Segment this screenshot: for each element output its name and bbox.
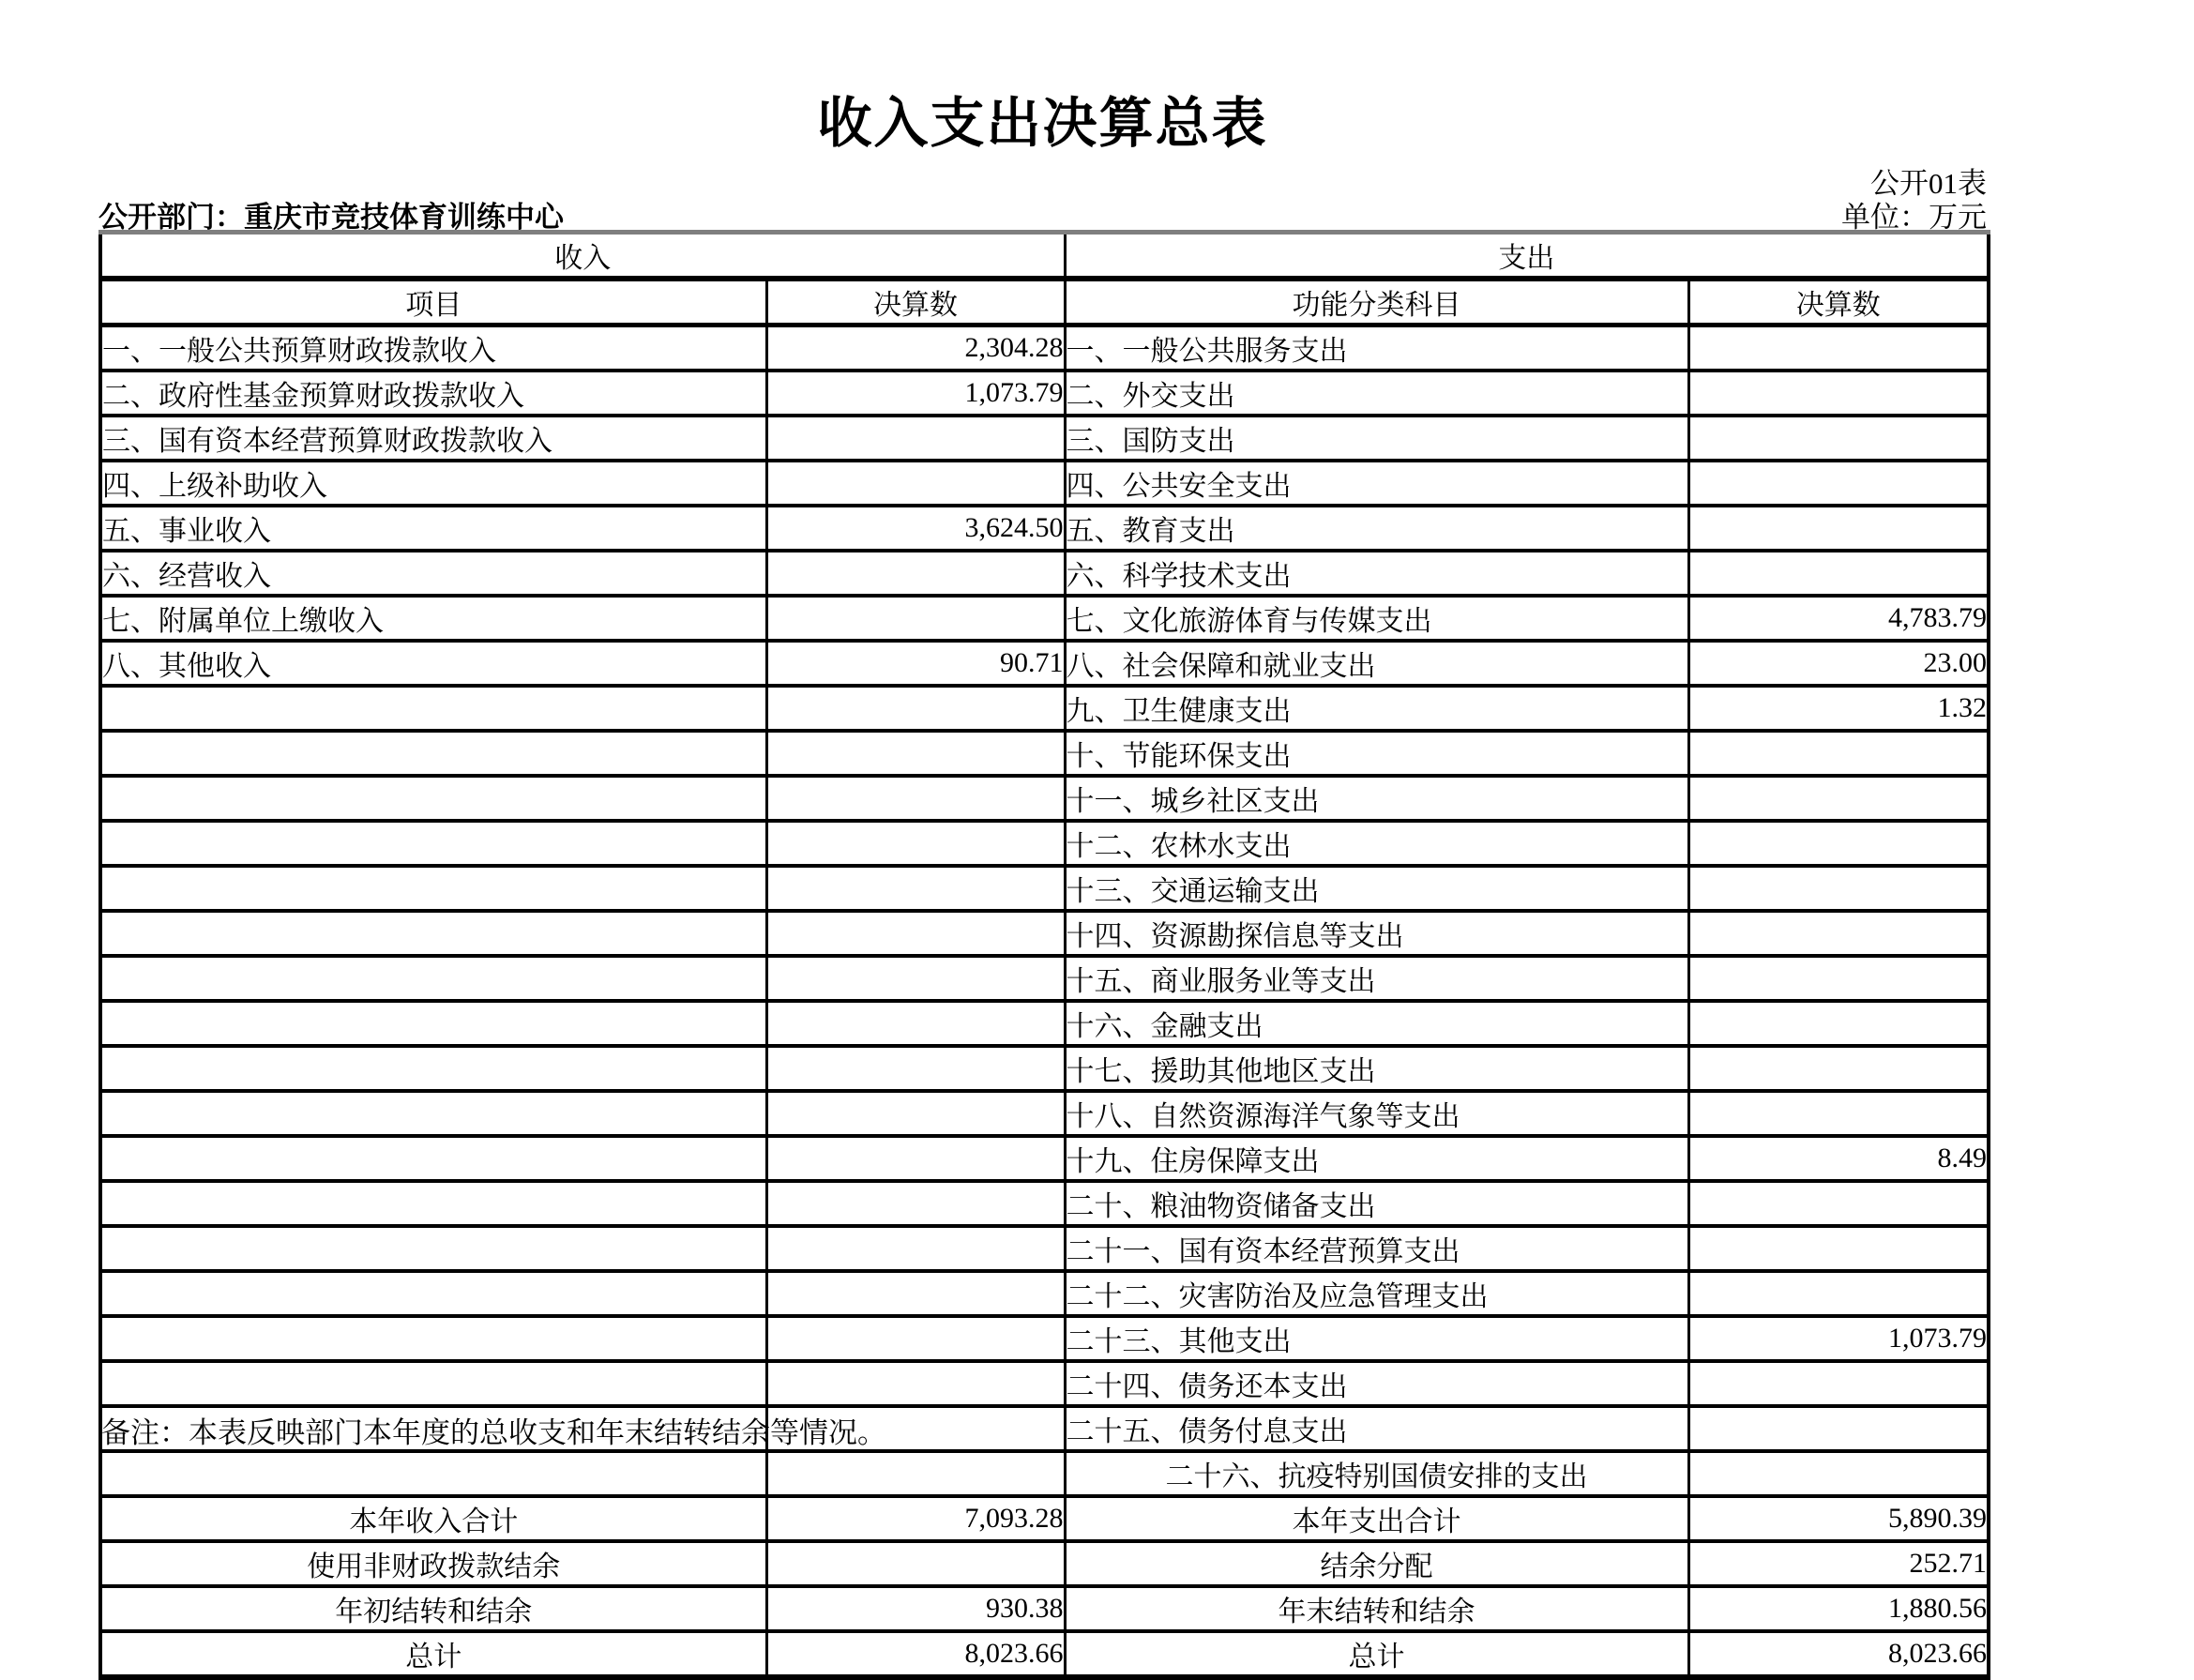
income-item-cell: [100, 1181, 766, 1226]
income-amount-cell: [766, 866, 1065, 911]
expense-item-cell: 九、卫生健康支出: [1065, 686, 1688, 731]
income-amount-cell: [766, 1046, 1065, 1091]
expense-item-cell: 一、一般公共服务支出: [1065, 325, 1688, 371]
summary-row: [100, 1496, 1989, 1541]
income-summary-label-cell: 总计: [100, 1631, 766, 1677]
expense-amount-cell: [1688, 1361, 1989, 1406]
income-amount-header: 决算数: [766, 279, 1065, 325]
expense-amount-cell: [1688, 866, 1989, 911]
income-amount-cell: [766, 1136, 1065, 1181]
expense-summary-label-cell: 总计: [1065, 1631, 1688, 1677]
expense-amount-cell: [1688, 1406, 1989, 1451]
expense-amount-cell: 1,073.79: [1688, 1316, 1989, 1361]
expense-item-cell: 三、国防支出: [1065, 416, 1688, 461]
income-amount-cell: [766, 911, 1065, 956]
income-item-cell: [100, 776, 766, 821]
unit-label: 单位：万元: [1841, 201, 1987, 234]
income-item-cell: [100, 1091, 766, 1136]
income-item-cell: [100, 821, 766, 866]
expense-summary-label-cell: 本年支出合计: [1065, 1496, 1688, 1541]
table-code-label: 公开01表: [1870, 167, 1987, 200]
income-item-cell: [100, 1361, 766, 1406]
expense-amount-cell: [1688, 911, 1989, 956]
expense-amount-cell: [1688, 731, 1989, 776]
page-title: 收入支出决算总表: [817, 93, 1268, 154]
table-row: [100, 686, 1989, 731]
expense-amount-cell: 8.49: [1688, 1136, 1989, 1181]
income-item-cell: [100, 1271, 766, 1316]
income-item-header: 项目: [100, 279, 766, 325]
table-row: [100, 821, 1989, 866]
income-item-cell: [100, 911, 766, 956]
income-amount-cell: [766, 821, 1065, 866]
table-row: [100, 596, 1989, 641]
expense-item-cell: 十五、商业服务业等支出: [1065, 956, 1688, 1001]
income-item-cell: [100, 1451, 766, 1496]
expense-item-cell: 十七、援助其他地区支出: [1065, 1046, 1688, 1091]
expense-summary-label-cell: 结余分配: [1065, 1541, 1688, 1586]
income-item-cell: 八、其他收入: [100, 641, 766, 686]
income-item-cell: [100, 1046, 766, 1091]
income-item-cell: 四、上级补助收入: [100, 461, 766, 506]
expense-amount-cell: [1688, 956, 1989, 1001]
summary-row: [100, 1586, 1989, 1631]
income-amount-cell: [766, 416, 1065, 461]
expense-item-cell: 二、外交支出: [1065, 371, 1688, 416]
column-header-row: [100, 279, 1989, 325]
summary-row: [100, 1541, 1989, 1586]
table-row: [100, 506, 1989, 551]
expense-item-cell: 十二、农林水支出: [1065, 821, 1688, 866]
expense-amount-cell: [1688, 1451, 1989, 1496]
income-amount-cell: [766, 1091, 1065, 1136]
income-amount-cell: 2,304.28: [766, 325, 1065, 371]
expense-amount-cell: [1688, 821, 1989, 866]
income-amount-cell: [766, 731, 1065, 776]
expense-item-cell: 十八、自然资源海洋气象等支出: [1065, 1091, 1688, 1136]
expense-section-header: 支出: [1065, 233, 1989, 280]
income-amount-cell: 90.71: [766, 641, 1065, 686]
income-amount-cell: [766, 1226, 1065, 1271]
expense-item-cell: 六、科学技术支出: [1065, 551, 1688, 596]
table-row: [100, 461, 1989, 506]
section-header-row: [100, 233, 1989, 280]
expense-item-cell: 十四、资源勘探信息等支出: [1065, 911, 1688, 956]
expense-item-header: 功能分类科目: [1065, 279, 1688, 325]
expense-item-cell: 二十、粮油物资储备支出: [1065, 1181, 1688, 1226]
income-item-cell: [100, 956, 766, 1001]
expense-item-cell: 二十五、债务付息支出: [1065, 1406, 1688, 1451]
expense-item-cell: 二十一、国有资本经营预算支出: [1065, 1226, 1688, 1271]
table-row: [100, 1046, 1989, 1091]
income-summary-amount-cell: 930.38: [766, 1586, 1065, 1631]
table-row: [100, 1451, 1989, 1496]
expense-item-cell: 十三、交通运输支出: [1065, 866, 1688, 911]
department-label: 公开部门：重庆市竞技体育训练中心: [98, 201, 564, 234]
expense-amount-cell: [1688, 551, 1989, 596]
table-row: [100, 1001, 1989, 1046]
table-row: [100, 416, 1989, 461]
income-item-cell: 一、一般公共预算财政拨款收入: [100, 325, 766, 371]
expense-item-cell: 五、教育支出: [1065, 506, 1688, 551]
income-amount-cell: [766, 1316, 1065, 1361]
summary-row: [100, 1631, 1989, 1677]
table-row: [100, 1136, 1989, 1181]
income-summary-amount-cell: 8,023.66: [766, 1631, 1065, 1677]
expense-item-cell: 十、节能环保支出: [1065, 731, 1688, 776]
expense-amount-cell: [1688, 1271, 1989, 1316]
expense-amount-cell: [1688, 1226, 1989, 1271]
table-row: [100, 1226, 1989, 1271]
income-item-cell: [100, 1316, 766, 1361]
table-row: [100, 641, 1989, 686]
table-row: [100, 1316, 1989, 1361]
expense-amount-cell: 4,783.79: [1688, 596, 1989, 641]
income-item-cell: 六、经营收入: [100, 551, 766, 596]
expense-summary-amount-cell: 1,880.56: [1688, 1586, 1989, 1631]
table-row: [100, 866, 1989, 911]
expense-amount-cell: [1688, 371, 1989, 416]
income-amount-cell: [766, 776, 1065, 821]
expense-summary-label-cell: 年末结转和结余: [1065, 1586, 1688, 1631]
expense-item-cell: 十九、住房保障支出: [1065, 1136, 1688, 1181]
table-row: [100, 1091, 1989, 1136]
expense-item-cell: 二十六、抗疫特别国债安排的支出: [1065, 1451, 1688, 1496]
expense-amount-cell: [1688, 1181, 1989, 1226]
expense-item-cell: 十六、金融支出: [1065, 1001, 1688, 1046]
expense-item-cell: 二十三、其他支出: [1065, 1316, 1688, 1361]
table-row: [100, 731, 1989, 776]
expense-amount-cell: [1688, 416, 1989, 461]
expense-amount-cell: [1688, 506, 1989, 551]
expense-amount-cell: [1688, 1091, 1989, 1136]
income-summary-amount-cell: 7,093.28: [766, 1496, 1065, 1541]
income-item-cell: [100, 866, 766, 911]
expense-summary-amount-cell: 8,023.66: [1688, 1631, 1989, 1677]
income-summary-amount-cell: [766, 1541, 1065, 1586]
expense-amount-cell: [1688, 1046, 1989, 1091]
expense-item-cell: 二十二、灾害防治及应急管理支出: [1065, 1271, 1688, 1316]
income-section-header: 收入: [100, 233, 1065, 280]
income-item-cell: 七、附属单位上缴收入: [100, 596, 766, 641]
expense-amount-header: 决算数: [1688, 279, 1989, 325]
income-item-cell: 二、政府性基金预算财政拨款收入: [100, 371, 766, 416]
income-amount-cell: [766, 1001, 1065, 1046]
income-item-cell: [100, 686, 766, 731]
income-amount-cell: 1,073.79: [766, 371, 1065, 416]
income-summary-label-cell: 使用非财政拨款结余: [100, 1541, 766, 1586]
table-row: [100, 325, 1989, 371]
budget-summary-table: [98, 230, 1990, 1680]
expense-item-cell: 四、公共安全支出: [1065, 461, 1688, 506]
table-row: [100, 911, 1989, 956]
expense-item-cell: 八、社会保障和就业支出: [1065, 641, 1688, 686]
table-row: [100, 776, 1989, 821]
expense-amount-cell: [1688, 461, 1989, 506]
expense-amount-cell: [1688, 1001, 1989, 1046]
expense-item-cell: 二十四、债务还本支出: [1065, 1361, 1688, 1406]
income-item-cell: [100, 1226, 766, 1271]
income-item-cell: 三、国有资本经营预算财政拨款收入: [100, 416, 766, 461]
expense-summary-amount-cell: 5,890.39: [1688, 1496, 1989, 1541]
income-amount-cell: 3,624.50: [766, 506, 1065, 551]
income-amount-cell: [766, 686, 1065, 731]
expense-amount-cell: [1688, 325, 1989, 371]
note-text: 备注：本表反映部门本年度的总收支和年末结转结余等情况。: [101, 1416, 886, 1449]
table-row: [100, 551, 1989, 596]
income-amount-cell: [766, 1271, 1065, 1316]
expense-summary-amount-cell: 252.71: [1688, 1541, 1989, 1586]
income-amount-cell: [766, 461, 1065, 506]
income-item-cell: [100, 1136, 766, 1181]
income-amount-cell: [766, 596, 1065, 641]
income-item-cell: 五、事业收入: [100, 506, 766, 551]
income-amount-cell: [766, 1361, 1065, 1406]
expense-amount-cell: [1688, 776, 1989, 821]
income-amount-cell: [766, 551, 1065, 596]
income-amount-cell: [766, 1451, 1065, 1496]
expense-amount-cell: 1.32: [1688, 686, 1989, 731]
table-row: [100, 371, 1989, 416]
expense-item-cell: 七、文化旅游体育与传媒支出: [1065, 596, 1688, 641]
table-row: [100, 1181, 1989, 1226]
expense-amount-cell: 23.00: [1688, 641, 1989, 686]
table-row: [100, 1271, 1989, 1316]
table-row: [100, 1361, 1989, 1406]
income-item-cell: [100, 731, 766, 776]
table-row: [100, 956, 1989, 1001]
income-amount-cell: [766, 956, 1065, 1001]
income-summary-label-cell: 本年收入合计: [100, 1496, 766, 1541]
income-summary-label-cell: 年初结转和结余: [100, 1586, 766, 1631]
expense-item-cell: 十一、城乡社区支出: [1065, 776, 1688, 821]
income-amount-cell: [766, 1181, 1065, 1226]
income-item-cell: [100, 1001, 766, 1046]
